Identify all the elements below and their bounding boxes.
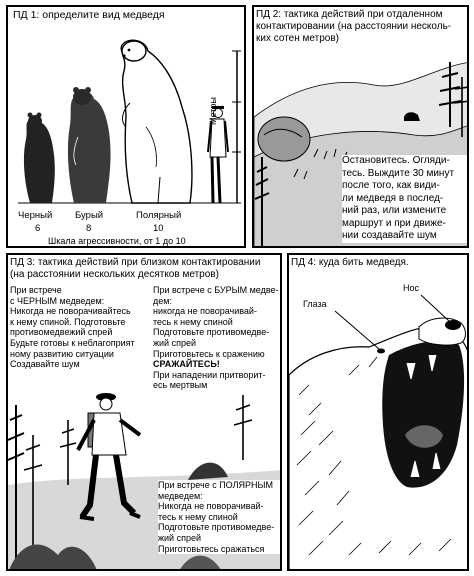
advice-line: При нападении притворит-: [153, 369, 266, 380]
advice-line: Подготовьте противомедве-: [158, 522, 275, 533]
panel1-title: ПД 1: определите вид медведя: [13, 9, 165, 21]
advice-line: Никогда не поворачивайтесь: [10, 306, 131, 317]
advice-line: к нему спиной. Подготовьте: [10, 316, 126, 327]
advice-line: ному развитию ситуации: [10, 348, 114, 359]
panel2-title: [256, 9, 461, 45]
advice-line: При встрече с ПОЛЯРНЫМ: [158, 480, 273, 490]
advice-line: ний раз, или измените: [342, 205, 447, 216]
advice-line: Никогда не поворачивай-: [158, 501, 264, 512]
advice-line: медведем:: [158, 490, 203, 501]
panel-close-contact: [6, 253, 282, 571]
advice-line: Будьте готовы к неблагоприят: [10, 337, 135, 348]
brown-bear-label: Бурый: [75, 210, 104, 221]
panel-distant-contact: [252, 5, 469, 248]
advice-line: маршрут и при движе-: [342, 217, 446, 229]
advice-line: жий спрей: [153, 337, 196, 348]
panel3-title: [10, 257, 280, 281]
polar-bear-score: 10: [153, 223, 164, 234]
advice-line: никогда не поворачивай-: [153, 306, 257, 317]
panel4-title: ПД 4: куда бить медведя.: [291, 257, 409, 268]
polar-bear-figure: [121, 40, 192, 203]
advice-line-emphasis: СРАЖАЙТЕСЬ!: [153, 359, 220, 370]
advice-line: нии создавайте шум: [342, 230, 437, 241]
advice-line: тесь к нему спиной: [153, 316, 233, 327]
advice-line: При встрече с БУРЫМ медве-: [153, 285, 279, 295]
panel-where-to-hit: [287, 253, 469, 571]
eyes-label: Глаза: [303, 299, 327, 309]
advice-line: тесь к нему спиной: [158, 511, 238, 522]
advice-line: тесь. Выждите 30 минут: [342, 167, 455, 179]
aggression-scale-caption: Шкала агрессивности, от 1 до 10: [48, 236, 186, 246]
panel3-title-line2: (на расстоянии нескольких десятков метров): [10, 269, 219, 280]
advice-line: дем:: [153, 295, 172, 306]
panel-identify-bear: [6, 5, 246, 248]
advice-line: При встрече: [10, 285, 62, 295]
advice-line: Приготовьтесь к сражению: [153, 348, 265, 359]
brown-bear-advice: [153, 285, 281, 391]
panel2-title-line3: ких сотен метров): [256, 33, 339, 44]
panel2-title-line1: ПД 2: тактика действий при отдаленном: [256, 9, 443, 20]
brown-bear-figure: [68, 87, 111, 203]
nose-label: Нос: [403, 283, 420, 293]
advice-line: Приготовьтесь сражаться: [158, 543, 265, 554]
advice-line: есь мертвым: [153, 380, 208, 391]
advice-line: Создавайте шум: [10, 359, 80, 370]
meters-label: Метры: [208, 97, 218, 125]
advice-line: после того, как види-: [342, 180, 440, 191]
black-bear-figure: [24, 113, 55, 204]
advice-line: Подготовьте противомедве-: [153, 327, 270, 338]
advice-line: Остановитесь. Огляди-: [342, 155, 450, 166]
black-bear-label: Черный: [18, 210, 53, 221]
advice-line: ли медведя в послед-: [342, 192, 444, 204]
advice-line: противомедвежий спрей: [10, 327, 113, 338]
polar-bear-label: Полярный: [136, 210, 182, 221]
brown-bear-score: 8: [86, 223, 92, 234]
panel2-title-line2: контактировании (на расстоянии несколь-: [256, 21, 452, 32]
panel2-advice: [342, 155, 468, 243]
black-bear-advice: [10, 285, 138, 370]
panel3-title-line1: ПД 3: тактика действий при близком контактировании: [10, 257, 261, 268]
black-bear-score: 6: [35, 223, 41, 234]
polar-bear-advice: [158, 480, 282, 554]
advice-line: жий спрей: [158, 532, 201, 543]
advice-line: с ЧЕРНЫМ медведем:: [10, 295, 105, 306]
